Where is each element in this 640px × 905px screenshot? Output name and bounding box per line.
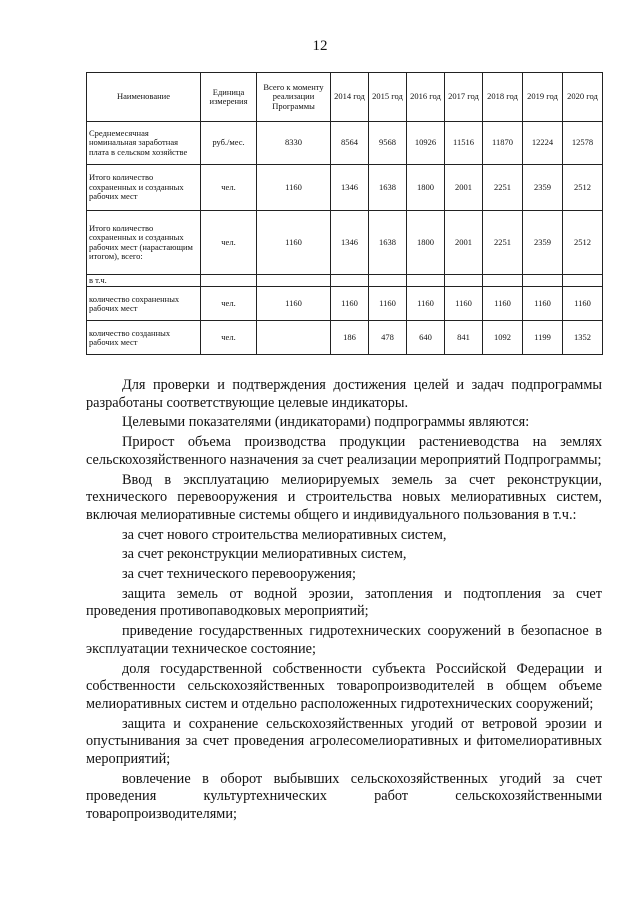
table-row <box>87 122 603 165</box>
cell-2017: 11516 <box>445 122 483 165</box>
row-name: Среднемесячная номинальная заработная плата в сельском хозяйстве <box>87 122 201 165</box>
header-year-2016: 2016 год <box>407 73 445 122</box>
cell-2015: 1638 <box>369 165 407 211</box>
page-number: 12 <box>312 38 328 54</box>
row-unit: чел. <box>201 211 257 275</box>
cell-2018: 1092 <box>483 321 523 355</box>
header-year-2018: 2018 год <box>483 73 523 122</box>
cell-2014 <box>331 275 369 287</box>
cell-2018: 11870 <box>483 122 523 165</box>
cell-2017 <box>445 275 483 287</box>
cell-2016: 1160 <box>407 287 445 321</box>
cell-2014: 8564 <box>331 122 369 165</box>
row-unit: чел. <box>201 321 257 355</box>
row-total: 1160 <box>257 287 331 321</box>
table-header-row <box>87 73 603 122</box>
cell-2019: 2359 <box>523 211 563 275</box>
cell-2020: 12578 <box>563 122 603 165</box>
row-name: Итого количество сохраненных и созданных рабочих мест <box>87 165 201 211</box>
cell-2020 <box>563 275 603 287</box>
cell-2018: 1160 <box>483 287 523 321</box>
cell-2018 <box>483 275 523 287</box>
cell-2019: 12224 <box>523 122 563 165</box>
body-text <box>86 377 602 826</box>
list-item: за счет нового строительства мелиоративных систем, <box>122 526 447 543</box>
cell-2015: 1638 <box>369 211 407 275</box>
header-unit: Единица измерения <box>201 73 257 122</box>
cell-2014: 1160 <box>331 287 369 321</box>
header-total: Всего к моменту реализации Программы <box>257 73 331 122</box>
cell-2016: 1800 <box>407 165 445 211</box>
cell-2015 <box>369 275 407 287</box>
header-year-2020: 2020 год <box>563 73 603 122</box>
cell-2015: 9568 <box>369 122 407 165</box>
cell-2020: 2512 <box>563 211 603 275</box>
header-year-2014: 2014 год <box>331 73 369 122</box>
header-year-2015: 2015 год <box>369 73 407 122</box>
row-total: 8330 <box>257 122 331 165</box>
cell-2019 <box>523 275 563 287</box>
row-name: в т.ч. <box>87 275 201 287</box>
cell-2016: 640 <box>407 321 445 355</box>
cell-2020: 1160 <box>563 287 603 321</box>
row-name: количество сохраненных рабочих мест <box>87 287 201 321</box>
list-item: за счет технического перевооружения; <box>122 566 356 583</box>
cell-2016: 10926 <box>407 122 445 165</box>
cell-2020: 2512 <box>563 165 603 211</box>
list-item: за счет реконструкции мелиоративных систем, <box>122 546 407 563</box>
cell-2014: 1346 <box>331 165 369 211</box>
header-year-2017: 2017 год <box>445 73 483 122</box>
row-unit <box>201 275 257 287</box>
table-row <box>87 321 603 355</box>
row-total: 1160 <box>257 165 331 211</box>
cell-2019: 1199 <box>523 321 563 355</box>
cell-2020: 1352 <box>563 321 603 355</box>
row-name: Итого количество сохраненных и созданных рабочих мест (нарастающим итогом), всего: <box>87 211 201 275</box>
table-row <box>87 287 603 321</box>
header-year-2019: 2019 год <box>523 73 563 122</box>
table-row <box>87 165 603 211</box>
table-row <box>87 275 603 287</box>
paragraph: Для проверки и подтверждения достижения целей и задач подпрограммы разработаны соответствующие целевые индикаторы. <box>86 377 602 411</box>
row-unit: чел. <box>201 287 257 321</box>
cell-2016: 1800 <box>407 211 445 275</box>
cell-2017: 2001 <box>445 165 483 211</box>
paragraph: защита земель от водной эрозии, затопления и подтопления за счет проведения противопаводковых мероприятий; <box>86 585 602 620</box>
cell-2015: 1160 <box>369 287 407 321</box>
paragraph: доля государственной собственности субъекта Российской Федерации и собственности сельскохозяйственных товаропроизводителей в общем объеме мелиоративных систем и отдельно расположенных гидротехнических сооружений; <box>86 660 602 712</box>
paragraph: Целевыми показателями (индикаторами) подпрограммы являются: <box>122 414 530 431</box>
cell-2014: 186 <box>331 321 369 355</box>
paragraph: Ввод в эксплуатацию мелиорируемых земель за счет реконструкции, технического перевооружения и строительства новых мелиоративных систем, включая мелиоративные системы общего и индивидуального пользования в т.ч.: <box>86 471 602 523</box>
cell-2017: 841 <box>445 321 483 355</box>
paragraph: приведение государственных гидротехнических сооружений в безопасное в эксплуатации техническое состояние; <box>86 623 602 657</box>
cell-2019: 2359 <box>523 165 563 211</box>
cell-2016 <box>407 275 445 287</box>
cell-2018: 2251 <box>483 165 523 211</box>
cell-2017: 1160 <box>445 287 483 321</box>
row-name: количество созданных рабочих мест <box>87 321 201 355</box>
table-row <box>87 211 603 275</box>
indicators-table <box>86 72 603 355</box>
row-unit: чел. <box>201 165 257 211</box>
row-total: 1160 <box>257 211 331 275</box>
row-total <box>257 275 331 287</box>
row-unit: руб./мес. <box>201 122 257 165</box>
paragraph: вовлечение в оборот выбывших сельскохозяйственных угодий за счет проведения культуртехнических работ сельскохозяйственными товаропроизводителями; <box>86 770 602 822</box>
header-name: Наименование <box>87 73 201 122</box>
paragraph: Прирост объема производства продукции растениеводства на землях сельскохозяйственного назначения за счет реализации мероприятий Подпрограммы; <box>86 434 602 468</box>
cell-2014: 1346 <box>331 211 369 275</box>
cell-2015: 478 <box>369 321 407 355</box>
cell-2017: 2001 <box>445 211 483 275</box>
paragraph: защита и сохранение сельскохозяйственных угодий от ветровой эрозии и опустынивания за счет проведения агролесомелиоративных и фитомелиоративных мероприятий; <box>86 715 602 767</box>
row-total <box>257 321 331 355</box>
cell-2018: 2251 <box>483 211 523 275</box>
cell-2019: 1160 <box>523 287 563 321</box>
